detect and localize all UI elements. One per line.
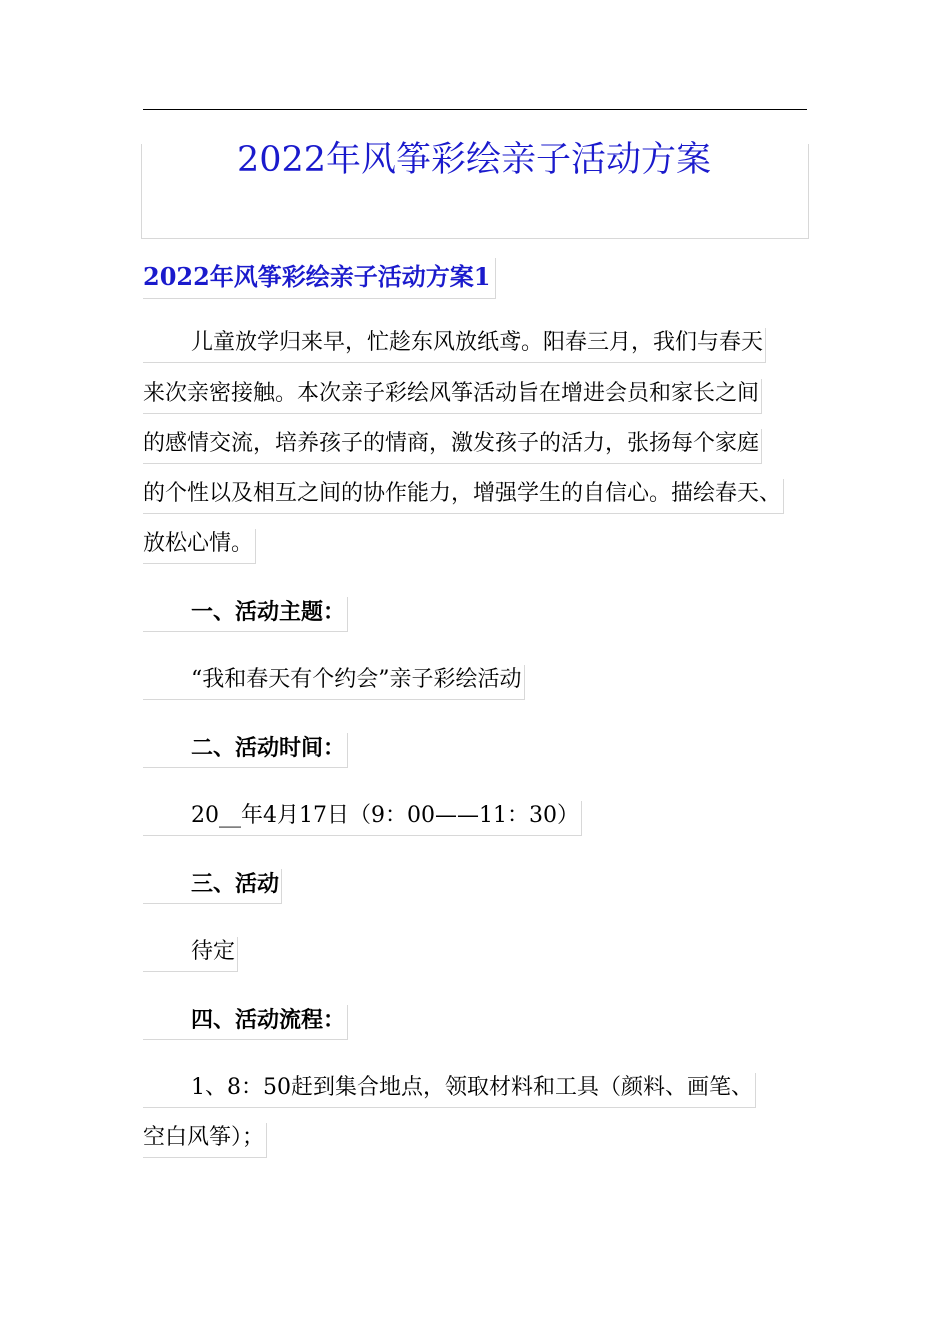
intro-line-3: 的感情交流，培养孩子的情商，激发孩子的活力，张扬每个家庭	[143, 429, 762, 464]
section-theme-heading: 一、活动主题：	[143, 597, 348, 632]
plan-heading: 2022年风筝彩绘亲子活动方案1	[143, 258, 496, 299]
section-flow-line-1: 1、8：50赶到集合地点，领取材料和工具（颜料、画笔、	[143, 1073, 756, 1108]
section-theme-text: “我和春天有个约会”亲子彩绘活动	[143, 665, 525, 700]
section-time-text: 20__年4月17日（9：00——11：30）	[143, 801, 582, 836]
intro-line-5: 放松心情。	[143, 529, 256, 564]
section-time-heading: 二、活动时间：	[143, 733, 348, 768]
section-flow-line-2: 空白风筝）；	[143, 1123, 267, 1158]
section-place-text: 待定	[143, 937, 238, 972]
intro-line-2: 来次亲密接触。本次亲子彩绘风筝活动旨在增进会员和家长之间	[143, 379, 762, 414]
section-flow-heading: 四、活动流程：	[143, 1005, 348, 1040]
intro-line-1: 儿童放学归来早，忙趁东风放纸鸢。阳春三月，我们与春天	[143, 328, 766, 363]
document-title: 2022年风筝彩绘亲子活动方案	[236, 140, 712, 180]
section-place-heading: 三、活动	[143, 869, 282, 904]
intro-line-4: 的个性以及相互之间的协作能力，增强学生的自信心。描绘春天、	[143, 479, 784, 514]
header-rule	[143, 109, 807, 110]
